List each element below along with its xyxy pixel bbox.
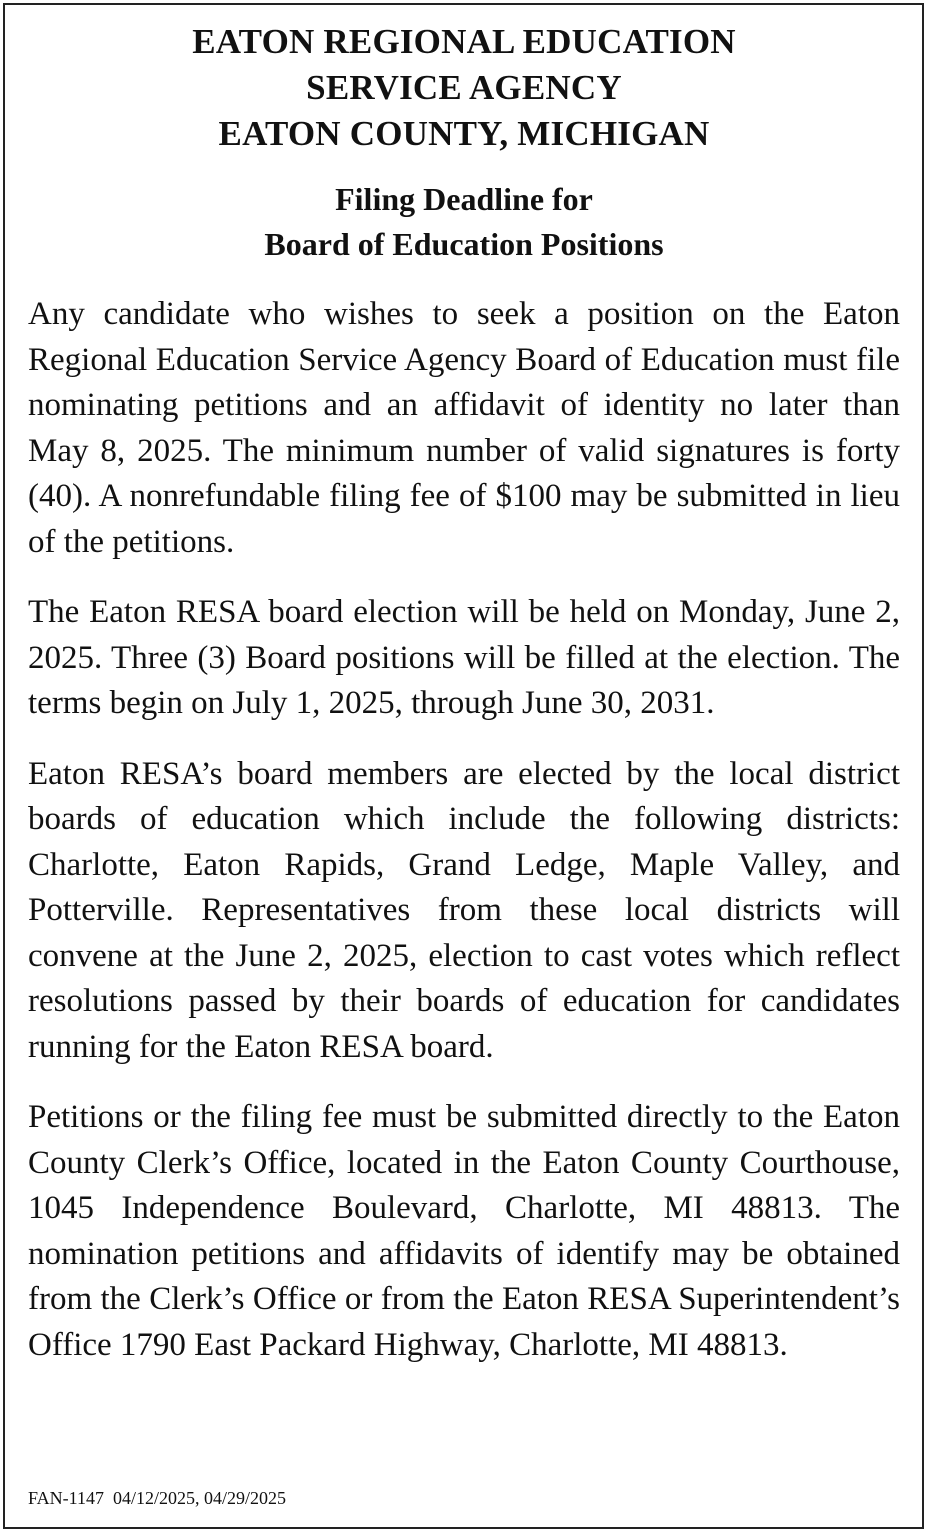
paragraph-submission: Petitions or the filing fee must be submitted directly to the Eaton County Clerk’s Office, located in the Eaton County Courthouse, 1045 Independence Boulevard, Charlotte, MI 48813. The nomination petitions and affidavits of identify may be obtained from the Clerk’s Office or from the Eaton RESA Superintendent’s Office 1790 East Packard Highway, Charlotte, MI 48813. xyxy=(28,1099,900,1363)
publication-reference: FAN-1147 04/12/2025, 04/29/2025 xyxy=(28,1488,287,1508)
paragraph-filing-requirements: Any candidate who wishes to seek a position on the Eaton Regional Education Service Agency Board of Education must file nominating petitions and an affidavit of identity no later than May 8, 2025. The minimum number of valid signatures is forty (40). A nonrefundable filing fee of $100 may be submitted in lieu of the petitions. xyxy=(28,296,900,560)
paragraph-election-date: The Eaton RESA board election will be held on Monday, June 2, 2025. Three (3) Board positions will be filled at the election. The terms begin on July 1, 2025, through June 30, 2031. xyxy=(28,594,900,721)
notice-subtitle-line-1: Filing Deadline for xyxy=(335,181,593,217)
agency-title xyxy=(28,19,900,157)
notice-subtitle-line-2: Board of Education Positions xyxy=(264,226,664,262)
agency-title-line-1: EATON REGIONAL EDUCATION xyxy=(192,22,736,61)
paragraph-board-members: Eaton RESA’s board members are elected by the local district boards of education which include the following districts: Charlotte, Eaton Rapids, Grand Ledge, Maple Valley, and Potterville. Representatives from these local districts will convene at the June 2, 2025, election to cast votes which reflect resolutions passed by their boards of education for candidates running for the Eaton RESA board. xyxy=(28,755,900,1065)
agency-title-line-3: EATON COUNTY, MICHIGAN xyxy=(218,114,710,153)
notice-subtitle xyxy=(28,177,900,267)
legal-notice xyxy=(3,3,924,1529)
agency-title-line-2: SERVICE AGENCY xyxy=(306,68,622,107)
